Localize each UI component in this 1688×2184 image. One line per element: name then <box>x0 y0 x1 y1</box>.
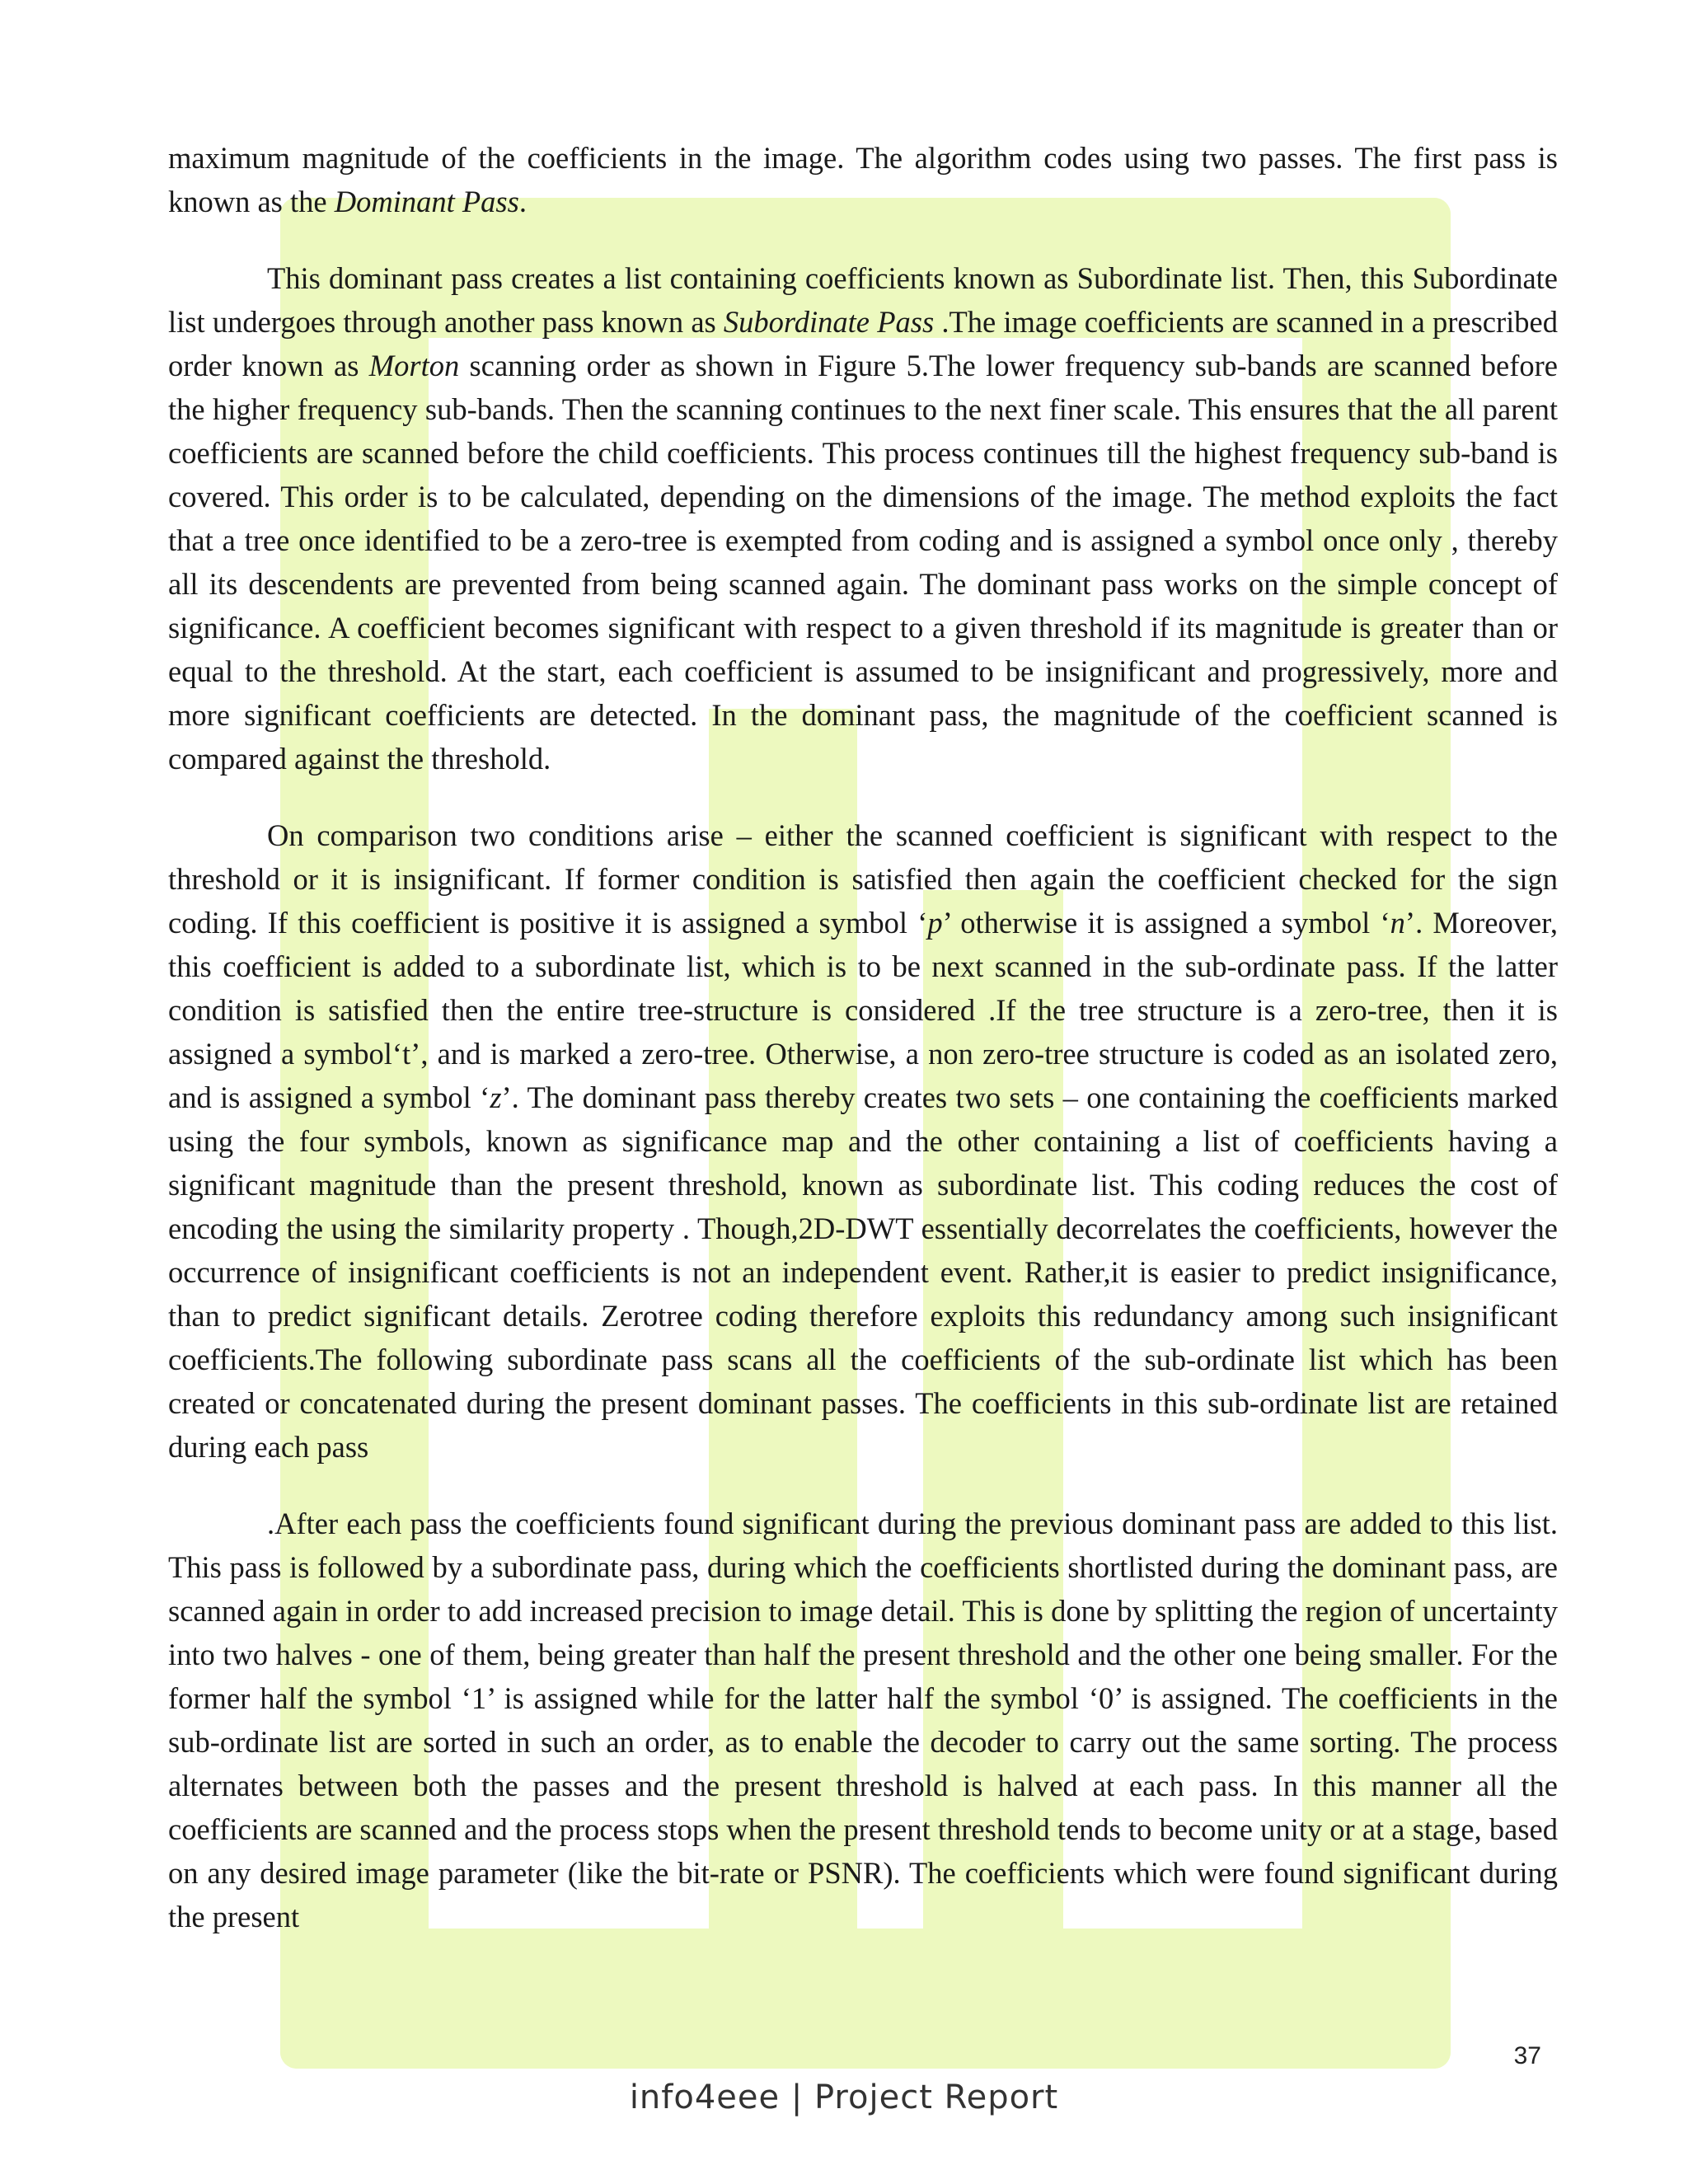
italic-term: Dominant Pass <box>334 185 519 218</box>
italic-term: Morton <box>368 349 460 382</box>
text-segment: ’. Moreover, this coefficient is added to a subordinate list, which is to be next scanned in the sub-ordinate pass. If the latter condition is satisfied then the entire tree-structure is considered .If the tree structure is a zero-tree, then it is assigned a symbol‘t’, and is marked a zero-tree. Otherwise, a non zero-tree structure is coded as an isolated zero, and is assigned a symbol ‘ <box>168 906 1558 1114</box>
paragraph-gap <box>168 780 1558 813</box>
italic-term: p <box>927 906 943 940</box>
document-body <box>168 136 1558 1938</box>
paragraph <box>168 813 1558 1469</box>
italic-term: Subordinate Pass <box>723 305 935 339</box>
italic-term: n <box>1390 906 1405 940</box>
paragraph <box>168 1502 1558 1938</box>
text-segment: This dominant pass creates a list containing coefficients known as Subordinate list. Then, this Subordinate list undergoes through another pass known as <box>168 261 1558 339</box>
text-segment: ’ otherwise it is assigned a symbol ‘ <box>942 906 1390 940</box>
text-segment: .After each pass the coefficients found significant during the previous dominant pass are added to this list. This pass is followed by a subordinate pass, during which the coefficients shortlisted during the dominant pass, are scanned again in order to add increased precision to image detail. This is done by splitting the region of uncertainty into two halves - one of them, being greater than half the present threshold and the other one being smaller. For the former half the symbol ‘1’ is assigned while for the latter half the symbol ‘0’ is assigned. The coefficients in the sub-ordinate list are sorted in such an order, as to enable the decoder to carry out the same sorting. The process alternates between both the passes and the present threshold is halved at each pass. In this manner all the coefficients are scanned and the process stops when the present threshold tends to become unity or at a stage, based on any desired image parameter (like the bit-rate or PSNR). The coefficients which were found significant during the present <box>168 1507 1558 1933</box>
page-footer: info4eee | Project Report <box>629 2079 1059 2116</box>
paragraph-gap <box>168 1469 1558 1502</box>
paragraph <box>168 136 1558 223</box>
text-segment: . <box>518 185 527 218</box>
text-segment: .The image coefficients are scanned in a prescribed order known as <box>168 305 1559 382</box>
page-number: 37 <box>1513 2042 1541 2069</box>
italic-term: z <box>490 1080 502 1114</box>
paragraph-gap <box>168 223 1558 256</box>
text-segment: maximum magnitude of the coefficients in the image. The algorithm codes using two passes. The first pass is known as the <box>168 141 1558 218</box>
text-segment: On comparison two conditions arise – either the scanned coefficient is significant with respect to the threshold or it is insignificant. If former condition is satisfied then again the coefficient checked for the sign coding. If this coefficient is positive it is assigned a symbol ‘ <box>168 818 1558 940</box>
paragraph <box>168 256 1558 780</box>
text-segment: ’. The dominant pass thereby creates two sets – one containing the coefficients marked using the four symbols, known as significance map and the other containing a list of coefficients having a significant magnitude than the present threshold, known as subordinate list. This coding reduces the cost of encoding the using the similarity property . Though,2D-DWT essentially decorrelates the coefficients, however the occurrence of insignificant coefficients is not an independent event. Rather,it is easier to predict insignificance, than to predict significant details. Zerotree coding therefore exploits this redundancy among such insignificant coefficients.The following subordinate pass scans all the coefficients of the sub-ordinate list which has been created or concatenated during the present dominant passes. The coefficients in this sub-ordinate list are retained during each pass <box>168 1080 1558 1464</box>
text-segment: scanning order as shown in Figure 5.The lower frequency sub-bands are scanned before the higher frequency sub-bands. Then the scanning continues to the next finer scale. This ensures that the all parent coefficients are scanned before the child coefficients. This process continues till the highest frequency sub-band is covered. This order is to be calculated, depending on the dimensions of the image. The method exploits the fact that a tree once identified to be a zero-tree is exempted from coding and is assigned a symbol once only , thereby all its descendents are prevented from being scanned again. The dominant pass works on the simple concept of significance. A coefficient becomes significant with respect to a given threshold if its magnitude is greater than or equal to the threshold. At the start, each coefficient is assumed to be insignificant and progressively, more and more significant coefficients are detected. In the dominant pass, the magnitude of the coefficient scanned is compared against the threshold. <box>168 349 1558 776</box>
